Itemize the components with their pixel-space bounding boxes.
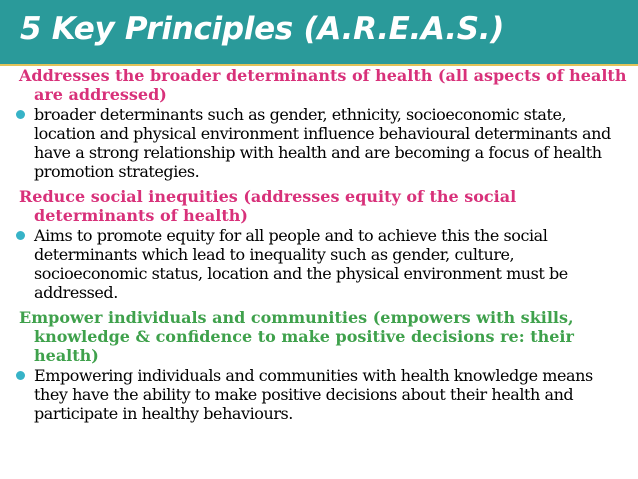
- bullet-item: [16, 366, 630, 423]
- title-bar: [0, 0, 638, 66]
- section-reduce: [16, 187, 630, 302]
- bullet-dot-icon: [16, 371, 25, 380]
- bullet-dot-icon: [16, 110, 25, 119]
- section-empower: [16, 308, 630, 423]
- bullet-item: [16, 105, 630, 181]
- bullet-text: Empowering individuals and communities with health knowledge means they have the ability to make positive decisions about their health and participate in healthy behaviours.: [34, 366, 593, 423]
- section-addresses: [16, 66, 630, 181]
- section-heading: Addresses the broader determinants of health (all aspects of health are addressed): [19, 66, 627, 104]
- slide-content: [16, 66, 630, 427]
- bullet-item: [16, 226, 630, 302]
- bullet-text: broader determinants such as gender, ethnicity, socioeconomic state, location and physical environment influence behavioural determinants and have a strong relationship with health and are becoming a focus of health promotion strategies.: [34, 105, 611, 181]
- bullet-text: Aims to promote equity for all people and to achieve this the social determinants which lead to inequality such as gender, culture, socioeconomic status, location and the physical environment must be addressed.: [34, 226, 568, 302]
- section-heading: Reduce social inequities (addresses equity of the social determinants of health): [19, 187, 517, 225]
- section-heading: Empower individuals and communities (empowers with skills, knowledge & confidence to make positive decisions re: their health): [19, 308, 574, 365]
- slide-title: 5 Key Principles (A.R.E.A.S.): [20, 11, 505, 47]
- bullet-dot-icon: [16, 231, 25, 240]
